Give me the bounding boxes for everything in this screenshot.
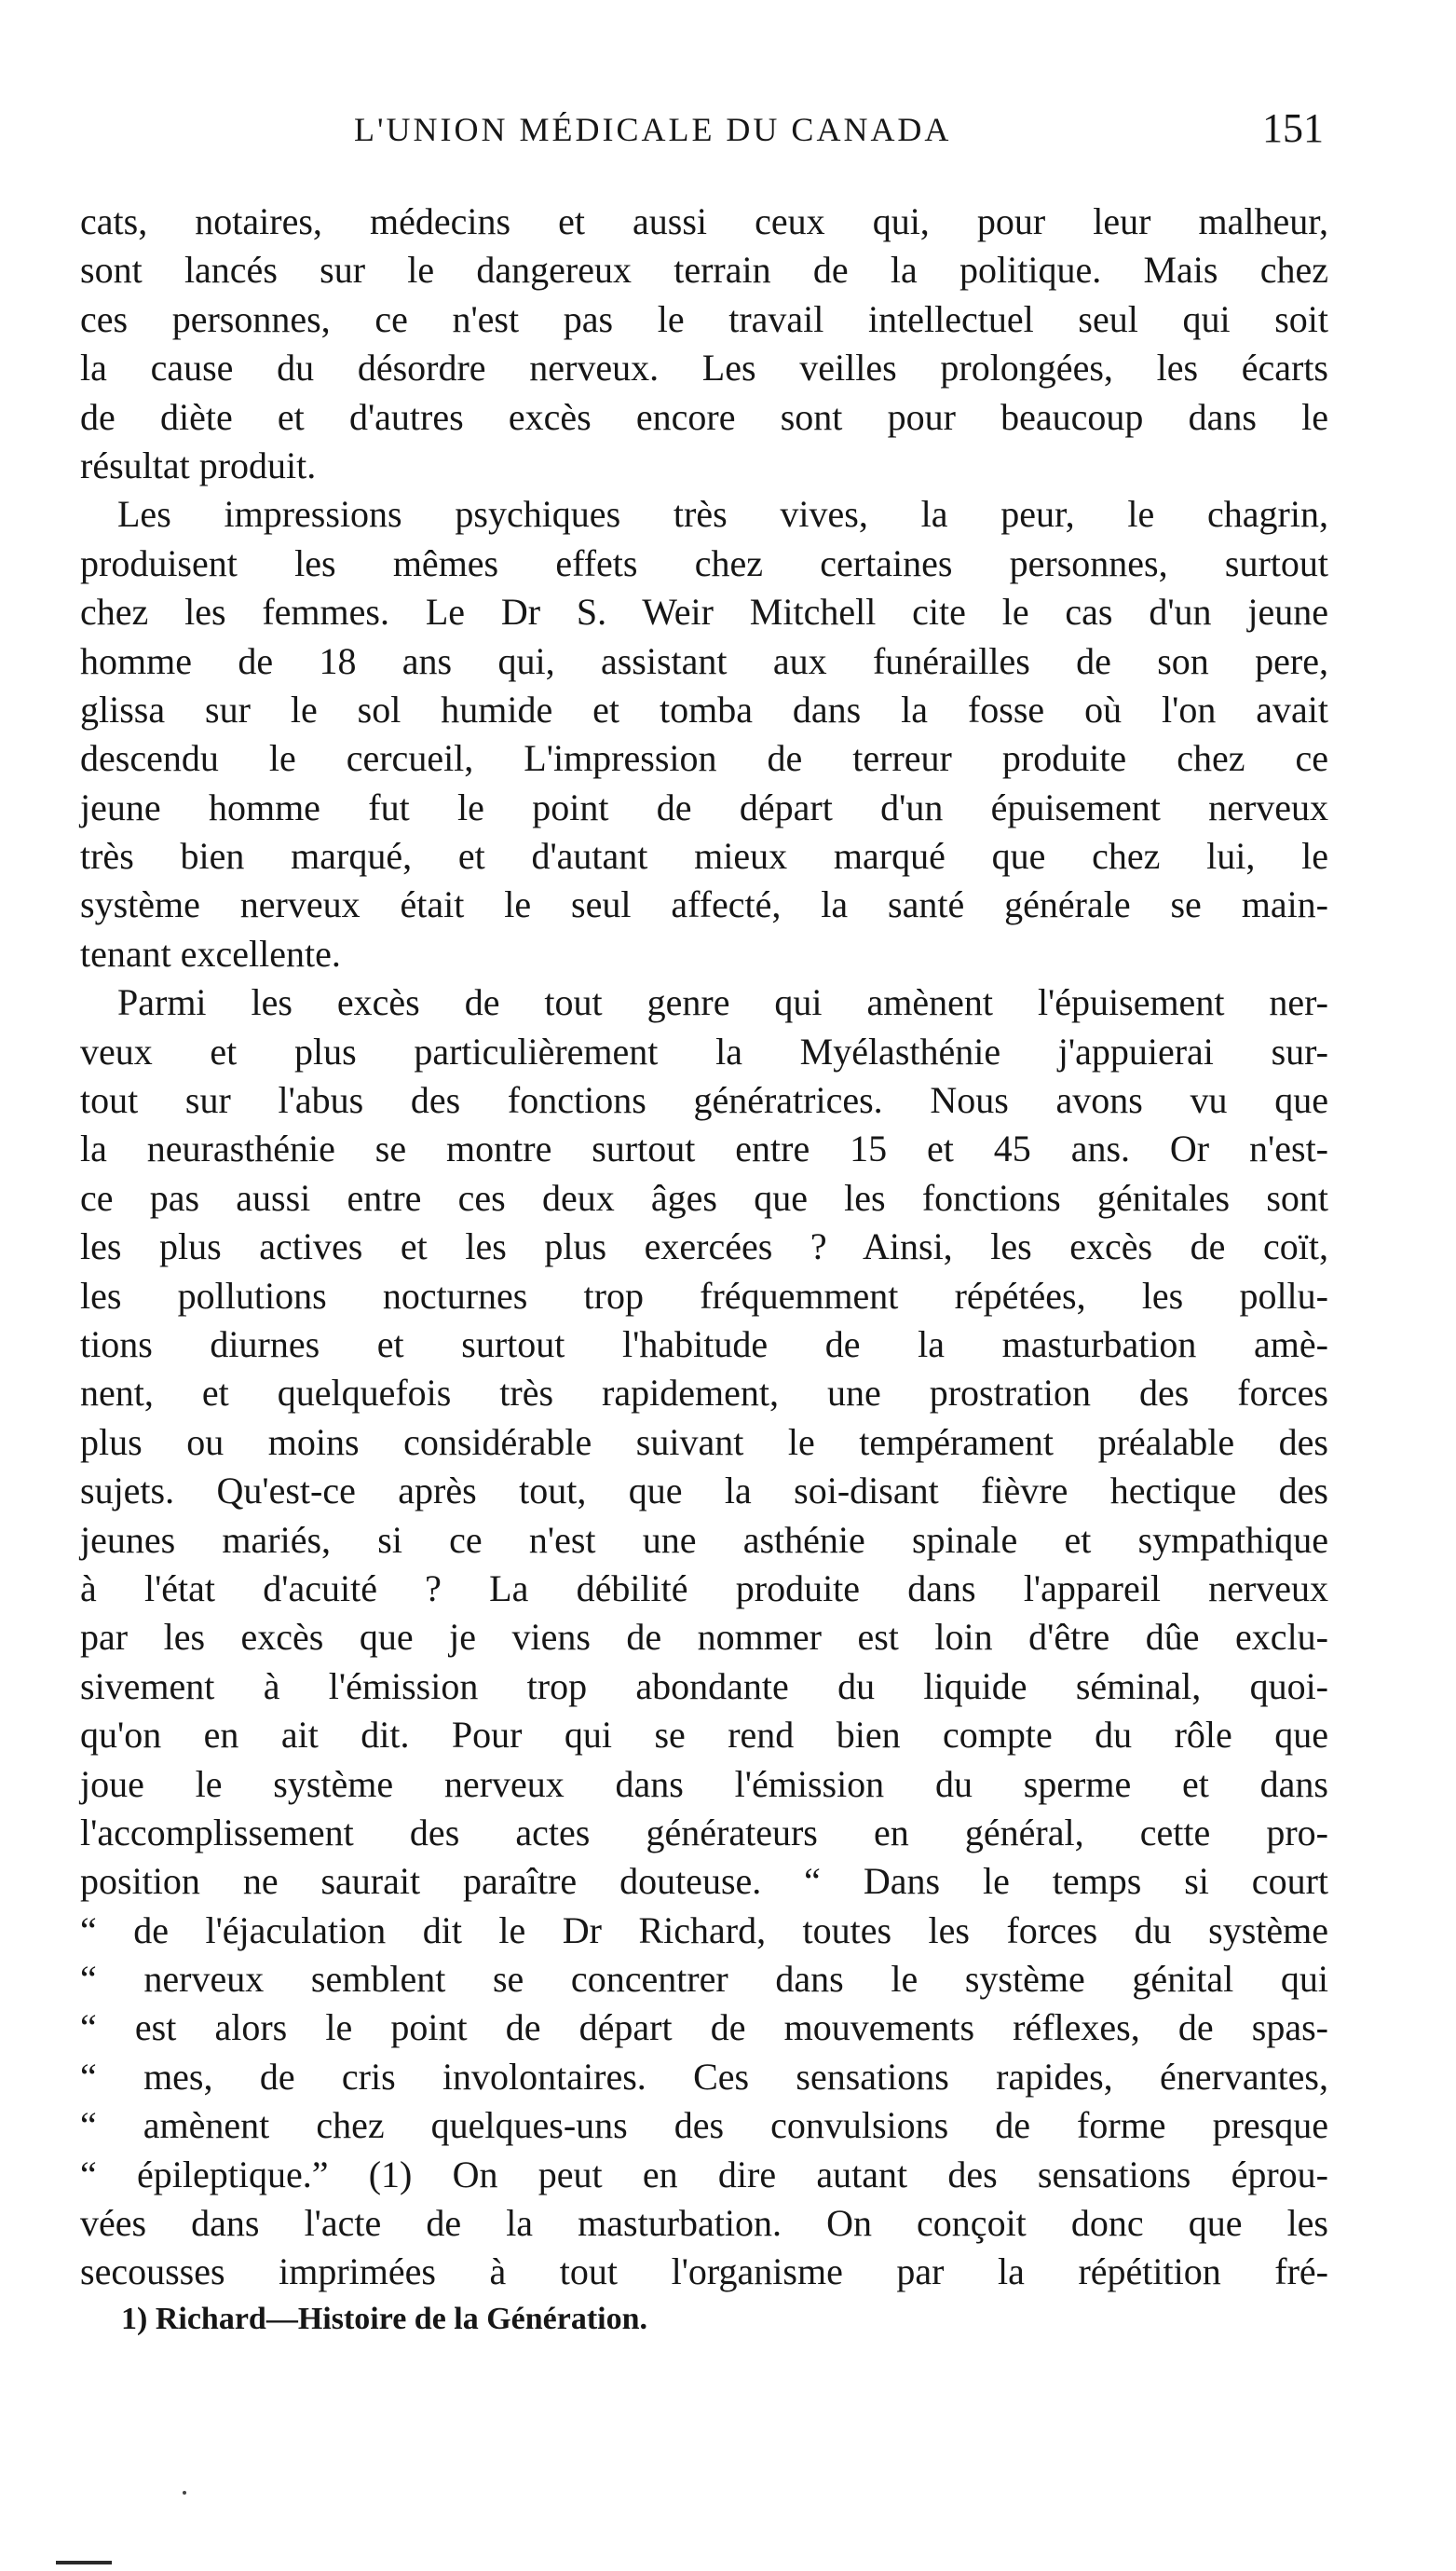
text-line: par les excès que je viens de nommer est loin d'être dûe exclu-	[80, 1616, 1328, 1659]
text-line: “ mes, de cris involontaires. Ces sensations rapides, énervantes,	[80, 2055, 1328, 2098]
text-line: secousses imprimées à tout l'organisme par la répétition fré-	[80, 2250, 1328, 2293]
text-line: la neurasthénie se montre surtout entre 15 et 45 ans. Or n'est-	[80, 1128, 1328, 1170]
text-line: ce pas aussi entre ces deux âges que les fonctions génitales sont	[80, 1176, 1328, 1219]
running-title: L'UNION MÉDICALE DU CANADA	[354, 111, 952, 148]
text-line: les plus actives et les plus exercées ? Ainsi, les excès de coït,	[80, 1225, 1328, 1268]
bottom-rule	[56, 2561, 112, 2564]
text-line: qu'on en ait dit. Pour qui se rend bien compte du rôle que	[80, 1714, 1328, 1757]
text-line: plus ou moins considérable suivant le tempérament préalable des	[80, 1420, 1328, 1463]
text-line: descendu le cercueil, L'impression de terreur produite chez ce	[80, 737, 1328, 780]
text-line: sujets. Qu'est-ce après tout, que la soi-disant fièvre hectique des	[80, 1470, 1328, 1512]
text-line: vées dans l'acte de la masturbation. On conçoit donc que les	[80, 2202, 1328, 2245]
text-line: “ de l'éjaculation dit le Dr Richard, toutes les forces du système	[80, 1908, 1328, 1951]
text-line: système nerveux était le seul affecté, la santé générale se main-	[80, 883, 1328, 926]
text-line: jeunes mariés, si ce n'est une asthénie spinale et sympathique	[80, 1518, 1328, 1561]
text-line: sivement à l'émission trop abondante du liquide séminal, quoi-	[80, 1664, 1328, 1707]
text-line: glissa sur le sol humide et tomba dans la fosse où l'on avait	[80, 688, 1328, 731]
body-text	[80, 198, 1328, 2297]
text-line: sont lancés sur le dangereux terrain de la politique. Mais chez	[80, 249, 1328, 292]
text-line: à l'état d'acuité ? La débilité produite dans l'appareil nerveux	[80, 1566, 1328, 1609]
text-line: résultat produit.	[80, 444, 317, 486]
text-line: cats, notaires, médecins et aussi ceux qui, pour leur malheur,	[80, 200, 1328, 242]
text-line: “ épileptique.” (1) On peut en dire autant des sensations éprou-	[80, 2153, 1328, 2195]
page-number: 151	[1262, 105, 1324, 151]
text-line: “ est alors le point de départ de mouvements réflexes, de spas-	[80, 2006, 1328, 2049]
text-line: tout sur l'abus des fonctions génératrices. Nous avons vu que	[80, 1079, 1328, 1122]
scan-speck	[183, 2491, 186, 2495]
text-line: jeune homme fut le point de départ d'un épuisement nerveux	[80, 786, 1328, 828]
text-line: “ nerveux semblent se concentrer dans le système génital qui	[80, 1958, 1328, 2001]
text-line: position ne saurait paraître douteuse. “ Dans le temps si court	[80, 1860, 1328, 1903]
text-line: la cause du désordre nerveux. Les veilles prolongées, les écarts	[80, 347, 1328, 390]
text-line: l'accomplissement des actes générateurs en général, cette pro-	[80, 1811, 1328, 1853]
text-line: de diète et d'autres excès encore sont pour beaucoup dans le	[80, 395, 1328, 438]
text-line: ces personnes, ce n'est pas le travail intellectuel seul qui soit	[80, 297, 1328, 340]
text-line: veux et plus particulièrement la Myélasthénie j'appuierai sur-	[80, 1030, 1328, 1073]
text-line: tenant excellente.	[80, 932, 341, 975]
text-line: très bien marqué, et d'autant mieux marqué que chez lui, le	[80, 835, 1328, 878]
text-line: produisent les mêmes effets chez certaines personnes, surtout	[80, 541, 1328, 584]
text-line: Parmi les excès de tout genre qui amènent l'épuisement ner-	[117, 981, 1328, 1024]
text-line: nent, et quelquefois très rapidement, une prostration des forces	[80, 1372, 1328, 1415]
text-line: Les impressions psychiques très vives, la peur, le chagrin,	[117, 493, 1328, 536]
text-line: homme de 18 ans qui, assistant aux funérailles de son pere,	[80, 639, 1328, 682]
footnote: 1) Richard—Histoire de la Génération.	[121, 2302, 648, 2336]
text-line: tions diurnes et surtout l'habitude de la masturbation amè-	[80, 1322, 1328, 1365]
text-line: “ amènent chez quelques-uns des convulsions de forme presque	[80, 2104, 1328, 2147]
text-line: chez les femmes. Le Dr S. Weir Mitchell cite le cas d'un jeune	[80, 591, 1328, 634]
text-line: joue le système nerveux dans l'émission du sperme et dans	[80, 1762, 1328, 1805]
text-line: les pollutions nocturnes trop fréquemment répétées, les pollu-	[80, 1274, 1328, 1317]
